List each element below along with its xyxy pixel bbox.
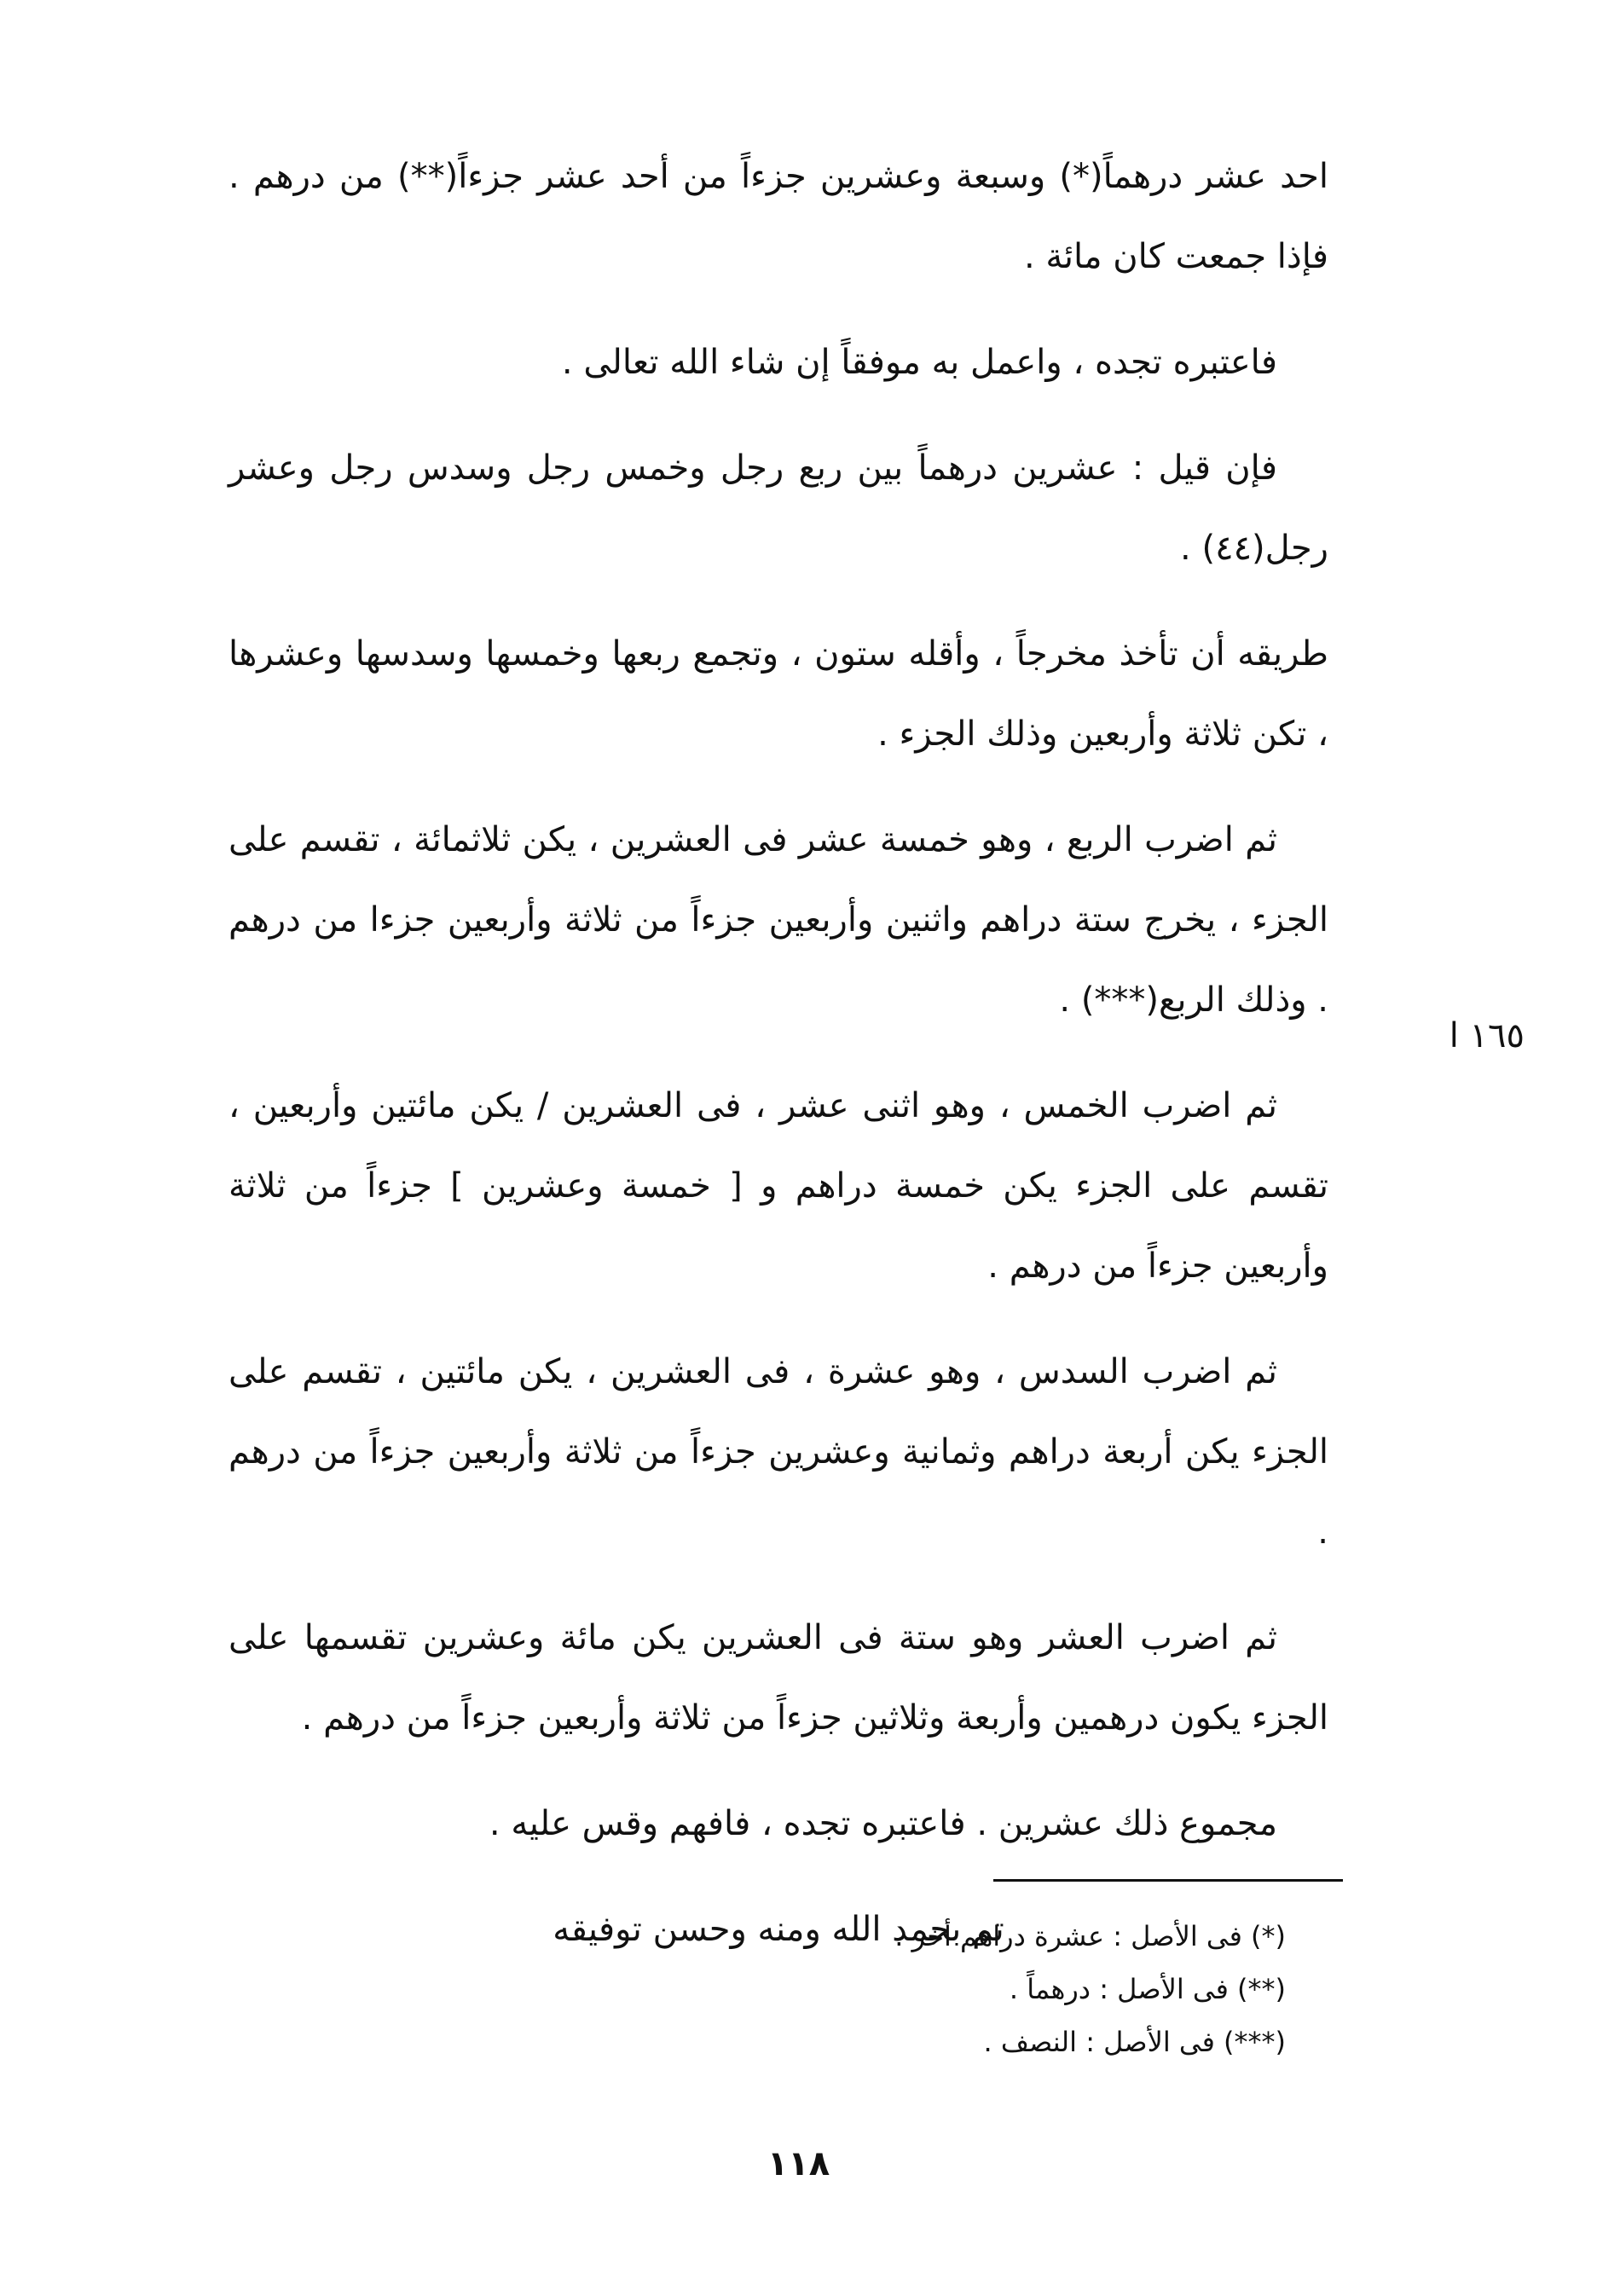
footnote-3: (***) فى الأصل : النصف .	[983, 2026, 1286, 2058]
paragraph-8: ثم اضرب العشر وهو ستة فى العشرين يكن مائة وعشرين تقسمها على الجزء يكون درهمين وأربعة وثلاثين جزءاً من ثلاثة وأربعين جزءاً من درهم .	[229, 1618, 1328, 1738]
margin-folio-note: ١٦٥ ا	[1449, 1016, 1525, 1055]
main-text	[229, 136, 1328, 1995]
paragraph-6: ثم اضرب الخمس ، وهو اثنى عشر ، فى العشرين / يكن مائتين وأربعين ، تقسم على الجزء يكن خمسة دراهم و [ خمسة وعشرين ] جزءاً من ثلاثة وأربعين جزءاً من درهم .	[229, 1086, 1328, 1286]
footnotes	[229, 1910, 1286, 2068]
page-number: ١١٨	[767, 2144, 830, 2183]
paragraph-4: طريقه أن تأخذ مخرجاً ، وأقله ستون ، وتجمع ربعها وخمسها وسدسها وعشرها ، تكن ثلاثة وأربعين وذلك الجزء .	[229, 634, 1328, 754]
closing-line: تم بحمد الله ومنه وحسن توفيقه	[553, 1910, 1004, 1949]
paragraph-9: مجموع ذلك عشرين . فاعتبره تجده ، فافهم وقس عليه .	[489, 1804, 1277, 1843]
paragraph-5: ثم اضرب الربع ، وهو خمسة عشر فى العشرين ، يكن ثلاثمائة ، تقسم على الجزء ، يخرج ستة دراهم واثنين وأربعين جزءاً من ثلاثة وأربعين جزءا من درهم . وذلك الربع(***) .	[229, 820, 1328, 1020]
footnote-1: (*) فى الأصل : عشرة دراهم أخر .	[894, 1920, 1286, 1952]
paragraph-1: احد عشر درهماً(*) وسبعة وعشرين جزءاً من أحد عشر جزءاً(**) من درهم . فإذا جمعت كان مائة .	[229, 157, 1328, 276]
paragraph-7: ثم اضرب السدس ، وهو عشرة ، فى العشرين ، يكن مائتين ، تقسم على الجزء يكن أربعة دراهم وثمانية وعشرين جزءاً من ثلاثة وأربعين جزءاً من درهم .	[229, 1352, 1328, 1552]
footnote-2: (**) فى الأصل : درهماً .	[1009, 1973, 1286, 2005]
footnote-separator	[993, 1879, 1343, 1882]
paragraph-3: فإن قيل : عشرين درهماً بين ربع رجل وخمس رجل وسدس رجل وعشر رجل(٤٤) .	[229, 448, 1328, 568]
paragraph-2: فاعتبره تجده ، واعمل به موفقاً إن شاء الله تعالى .	[561, 343, 1277, 382]
